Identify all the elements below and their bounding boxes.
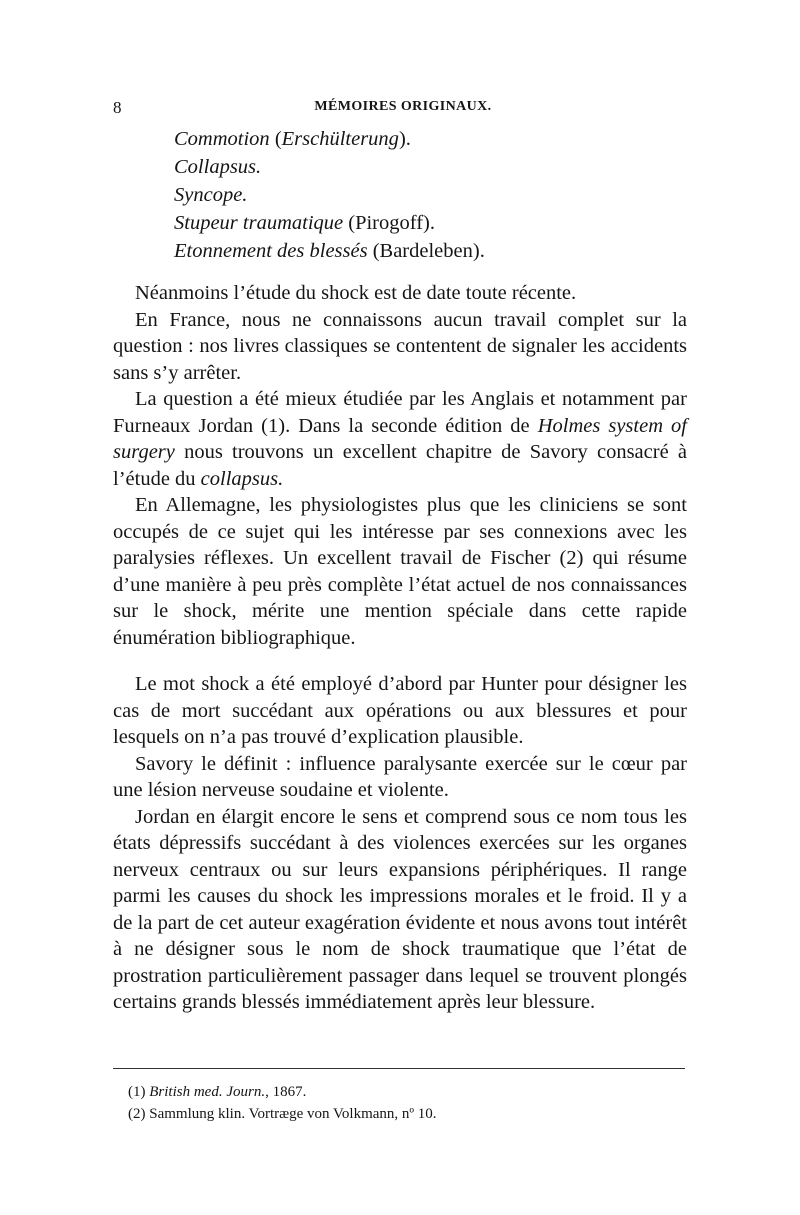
page-number: 8 — [113, 98, 122, 117]
synonym-item: Commotion (Erschülterung). — [174, 128, 411, 150]
paragraph: La question a été mieux étudiée par les Anglais et notamment par Furneaux Jordan (1). Dans la seconde édition de Holmes system of surgery nous trouvons un excellent chapitre de Savory consacré à l’étude du collapsus. — [113, 388, 688, 490]
paragraph: Savory le définit : influence paralysante exercée sur le cœur par une lésion nerveuse soudaine et violente. — [113, 752, 687, 801]
paragraph: En Allemagne, les physiologistes plus que les cliniciens se sont occupés de ce sujet qui les intéresse par ses connexions avec les paralysies réflexes. Un excellent travail de Fischer (2) qui résume d’une manière à peu près complète l’état actuel de nos connaissances sur le shock, mérite une mention spéciale dans cette rapide énumération bibliographique. — [113, 494, 687, 649]
footnote-divider — [113, 1068, 685, 1069]
footnotes — [128, 1081, 688, 1125]
paragraph: Le mot shock a été employé d’abord par Hunter pour désigner les cas de mort succédant aux opérations ou aux blessures et pour lesquels on n’a pas trouvé d’explication plausible. — [113, 673, 687, 748]
synonym-item: Etonnement des blessés (Bardeleben). — [174, 240, 485, 262]
synonym-item: Collapsus. — [174, 156, 262, 178]
footnote: (1) British med. Journ., 1867. — [128, 1084, 307, 1100]
running-head — [113, 98, 693, 124]
synonym-item: Syncope. — [174, 184, 248, 206]
footnote: (2) Sammlung klin. Vortræge von Volkmann, nº 10. — [128, 1106, 437, 1122]
body-text — [113, 280, 687, 1016]
synonym-item: Stupeur traumatique (Pirogoff). — [174, 212, 435, 234]
header-title: MÉMOIRES ORIGINAUX. — [314, 99, 492, 114]
paragraph: Néanmoins l’étude du shock est de date toute récente. — [135, 282, 577, 304]
synonym-list — [174, 125, 644, 265]
paragraph: Jordan en élargit encore le sens et comprend sous ce nom tous les états dépressifs succédant à des violences exercées sur les organes nerveux centraux ou sur leurs expansions périphériques. Il range parmi les causes du shock les impressions morales et le froid. Il y a de la part de cet auteur exagération évidente et nous avons tout intérêt à ne désigner sous le nom de shock traumatique que l’état de prostration particulièrement passager dans lequel se trouvent plongés certains grands blessés immédiatement après leur blessure. — [113, 805, 687, 1013]
paragraph: En France, nous ne connaissons aucun travail complet sur la question : nos livres classiques se contentent de signaler les accidents sans s’y arrêter. — [113, 308, 687, 384]
